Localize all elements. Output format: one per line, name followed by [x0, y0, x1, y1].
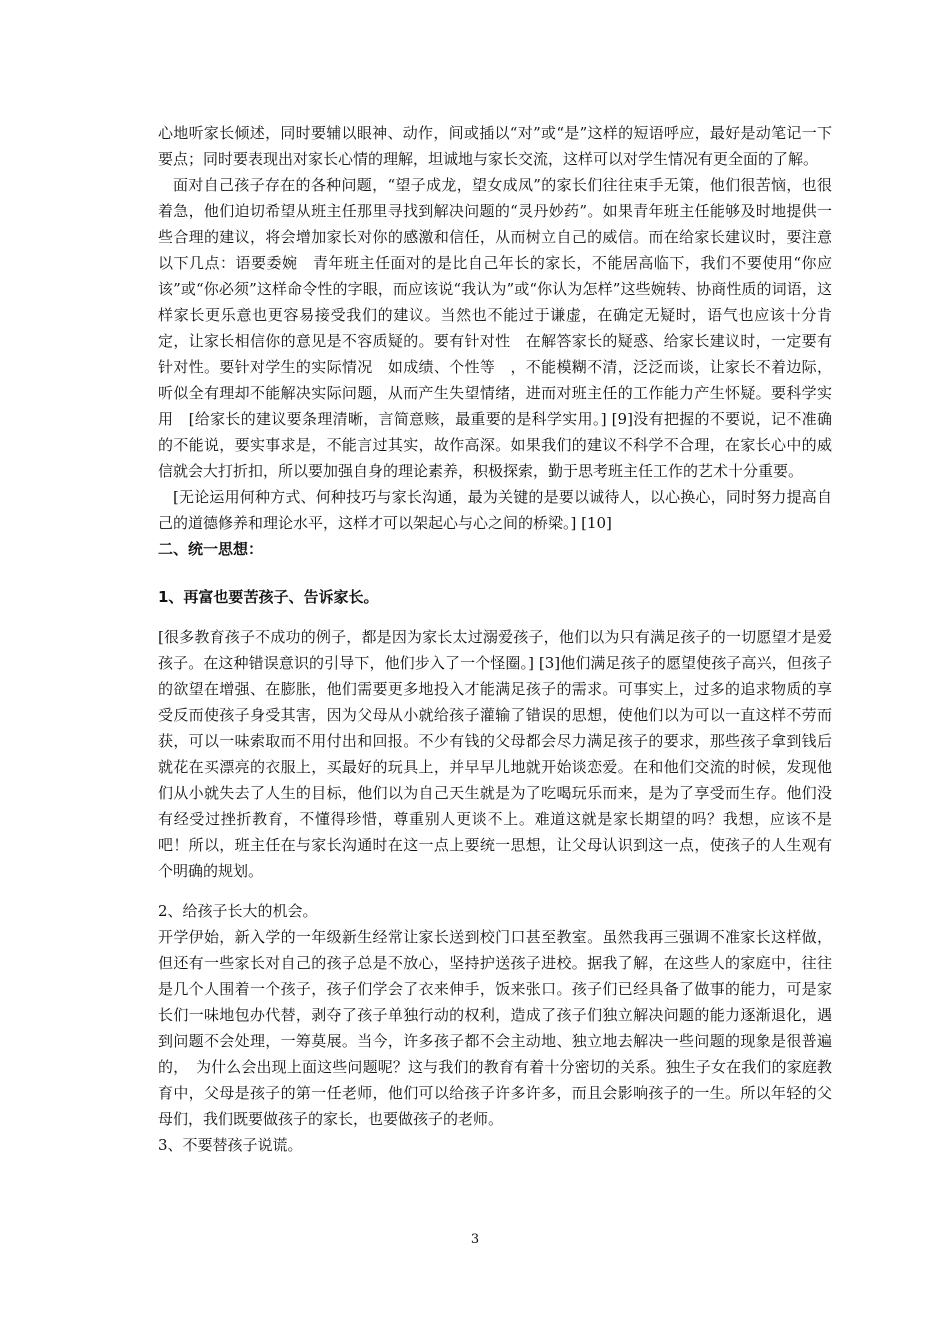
subheading-hardship: 1、再富也要苦孩子、告诉家长。	[158, 588, 379, 606]
subheading-growing-chance: 2、给孩子长大的机会。	[158, 902, 318, 920]
subheading-no-lying: 3、不要替孩子说谎。	[158, 1136, 303, 1154]
section-heading-unify-thinking: 二、统一思想：	[158, 540, 264, 558]
document-body	[158, 120, 832, 1158]
paragraph-independence: 开学伊始，新入学的一年级新生经常让家长送到校门口甚至教室。虽然我再三强调不准家长这样做，但还有一些家长对自己的孩子总是不放心，坚持护送孩子进校。据我了解，在这些人的家庭中，往往是几个人围着一个孩子，孩子们学会了衣来伸手，饭来张口。孩子们已经具备了做事的能力，可是家长们一味地包办代替，剥夺了孩子单独行动的权利，造成了孩子们独立解决问题的能力逐渐退化，遇到问题不会处理，一筹莫展。当今，许多孩子都不会主动地、独立地去解决一些问题的现象是很普遍的， 为什么会出现上面这些问题呢？这与我们的教育有着十分密切的关系。独生子女在我们的家庭教育中，父母是孩子的第一任老师，他们可以给孩子许多许多，而且会影响孩子的一生。所以年轻的父母们，我们既要做孩子的家长，也要做孩子的老师。	[158, 928, 832, 1128]
paragraph-advice: 面对自己孩子存在的各种问题，“望子成龙，望女成凤”的家长们往往束手无策，他们很苦恼，也很着急，他们迫切希望从班主任那里寻找到解决问题的“灵丹妙药”。如果青年班主任能够及时地提供一些合理的建议，将会增加家长对你的感激和信任，从而树立自己的威信。而在给家长建议时，要注意以下几点：语要委婉 青年班主任面对的是比自己年长的家长，不能居高临下，我们不要使用“你应该”或“你必须”这样命令性的字眼，而应该说“我认为”或“你认为怎样”这些婉转、协商性质的词语，这样家长更乐意也更容易接受我们的建议。当然也不能过于谦虚，在确定无疑时，语气也应该十分肯定，让家长相信你的意见是不容质疑的。要有针对性 在解答家长的疑惑、给家长建议时，一定要有针对性。要针对学生的实际情况 如成绩、个性等 ，不能模糊不清，泛泛而谈，让家长不着边际，听似全有理却不能解决实际问题，从而产生失望情绪，进而对班主任的工作能力产生怀疑。要科学实用 [给家长的建议要条理清晰，言简意赅，最重要的是科学实用。] [9]没有把握的不要说，记不准确的不能说，要实事求是，不能言过其实，故作高深。如果我们的建议不科学不合理，在家长心中的威信就会大打折扣，所以要加强自身的理论素养，积极探索，勤于思考班主任工作的艺术十分重要。	[158, 176, 832, 480]
page-number: 3	[470, 1232, 480, 1247]
paragraph-sincerity: [无论运用何种方式、何种技巧与家长沟通，最为关键的是要以诚待人，以心换心，同时努力提高自己的道德修养和理论水平，这样才可以架起心与心之间的桥梁。] [10]	[158, 488, 832, 532]
paragraph-listening: 心地听家长倾述，同时要辅以眼神、动作，间或插以“对”或“是”这样的短语呼应，最好是动笔记一下要点；同时要表现出对家长心情的理解，坦诚地与家长交流，这样可以对学生情况有更全面的了解。	[158, 124, 832, 168]
paragraph-spoiling: [很多教育孩子不成功的例子，都是因为家长太过溺爱孩子，他们以为只有满足孩子的一切愿望才是爱孩子。在这种错误意识的引导下，他们步入了一个怪圈。] [3]他们满足孩子的愿望使孩子高兴，但孩子的欲望在增强、在膨胀，他们需要更多地投入才能满足孩子的需求。可事实上，过多的追求物质的享受反而使孩子身受其害，因为父母从小就给孩子灌输了错误的思想，使他们以为可以一直这样不劳而获，可以一味索取而不用付出和回报。不少有钱的父母都会尽力满足孩子的要求，那些孩子拿到钱后就花在买漂亮的衣服上，买最好的玩具上，并早早儿地就开始谈恋爱。在和他们交流的时候，发现他们从小就失去了人生的目标，他们以为自己天生就是为了吃喝玩乐而来，是为了享受而生存。他们没有经受过挫折教育，不懂得珍惜，尊重别人更谈不上。难道这就是家长期望的吗？我想，应该不是吧！所以，班主任在与家长沟通时在这一点上要统一思想，让父母认识到这一点，使孩子的人生观有个明确的规划。	[158, 628, 832, 880]
